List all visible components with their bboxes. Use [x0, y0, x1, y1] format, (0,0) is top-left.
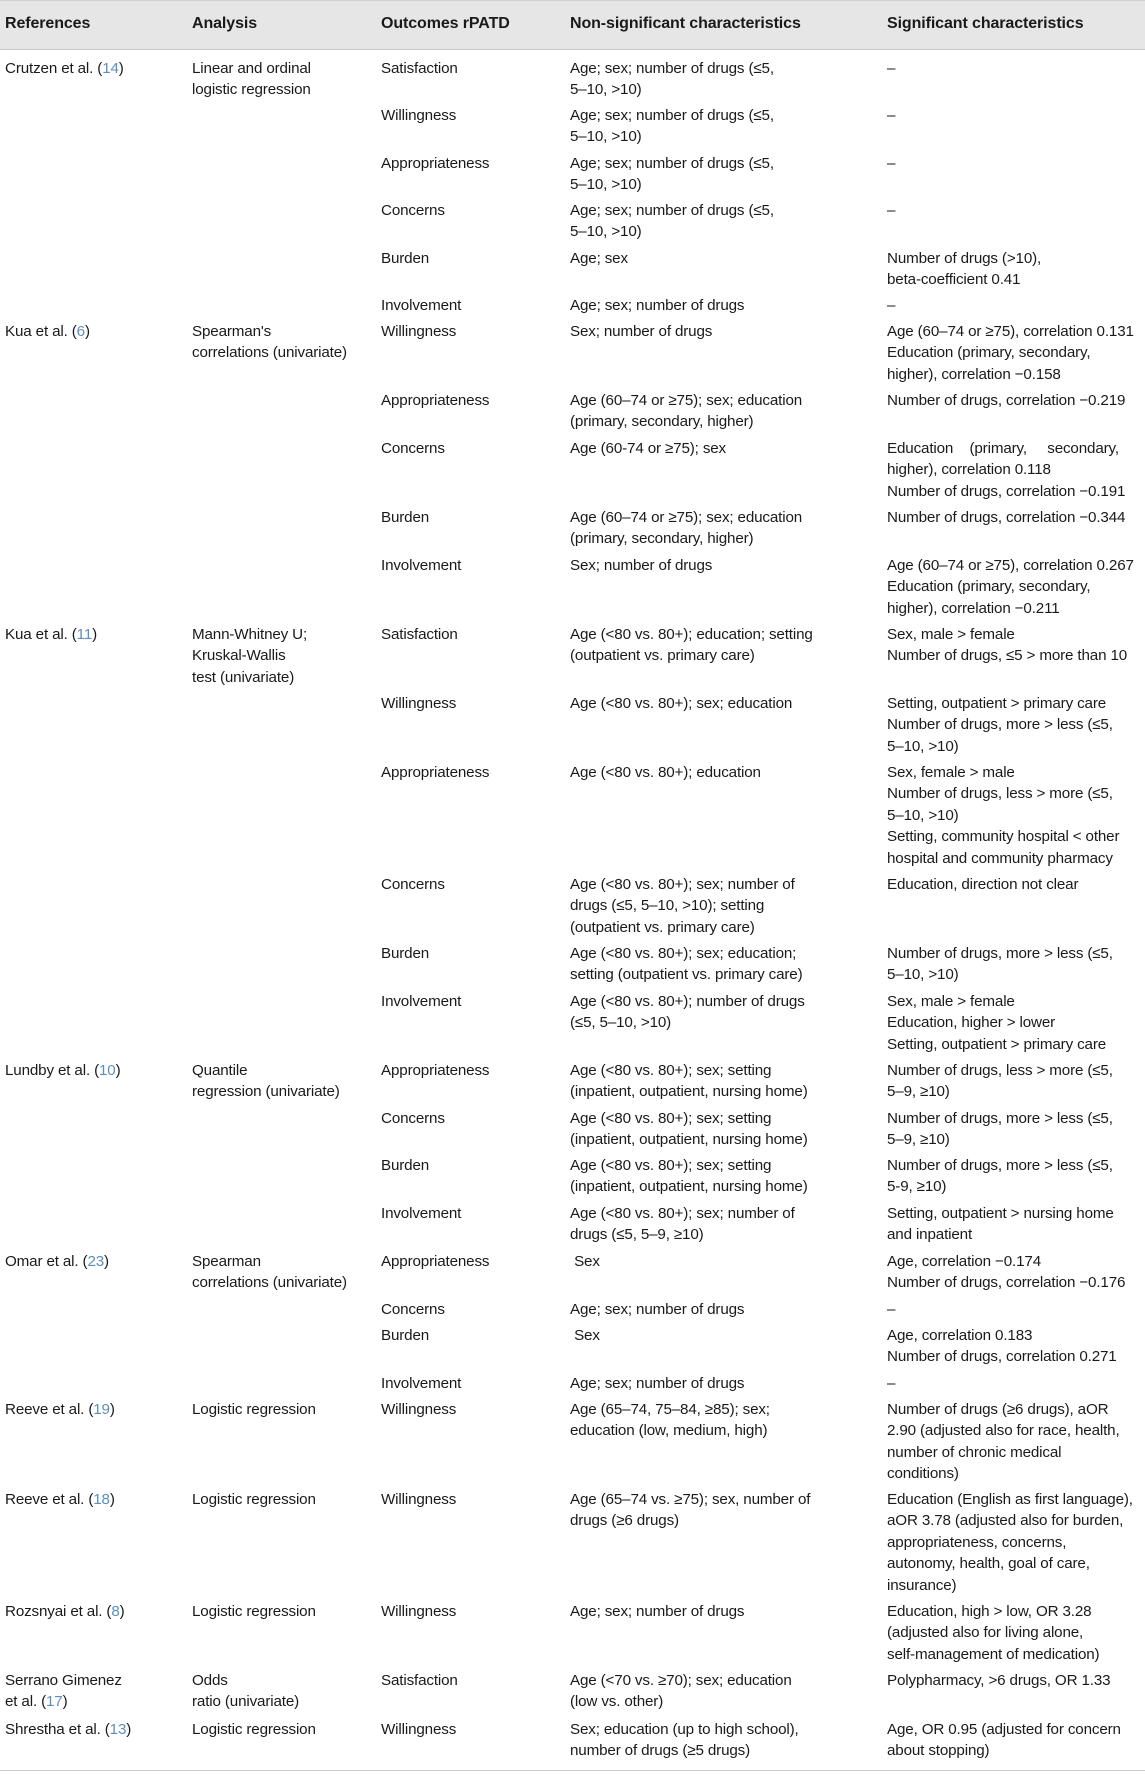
nonsignificant-cell: Age (<80 vs. 80+); education — [570, 764, 761, 781]
outcome-label: Involvement — [381, 557, 462, 574]
header-nonsignificant: Non-significant characteristics — [570, 15, 801, 32]
nonsignificant-cell: Sex; number of drugs — [570, 557, 713, 574]
study-reference: Shrestha et al. (13) — [5, 1721, 132, 1738]
study-analysis: Logistic regression — [192, 1603, 316, 1620]
significant-cell: Sex, female > male Number of drugs, less > more (≤5, 5–10, >10) Setting, community hospital < other hospital and community pharmacy — [887, 764, 1120, 867]
study-analysis: Spearman's correlations (univariate) — [192, 323, 347, 362]
nonsignificant-cell: Age; sex; number of drugs — [570, 1375, 745, 1392]
study-analysis: Mann-Whitney U; Kruskal-Wallis test (univariate) — [192, 626, 308, 686]
outcome-label: Involvement — [381, 297, 462, 314]
study-analysis: Quantile regression (univariate) — [192, 1062, 340, 1101]
study-analysis: Logistic regression — [192, 1721, 316, 1738]
ref-link[interactable]: 18 — [93, 1491, 110, 1508]
header-significant: Significant characteristics — [887, 15, 1084, 32]
study-reference: Serrano Gimenez et al. (17) — [5, 1672, 122, 1711]
outcome-label: Willingness — [381, 1401, 457, 1418]
nonsignificant-cell: Age; sex; number of drugs — [570, 1603, 745, 1620]
nonsignificant-cell: Age (<80 vs. 80+); sex; number of drugs (≤5, 5–10, >10); setting (outpatient vs. primary care) — [570, 876, 795, 936]
header-analysis: Analysis — [192, 15, 258, 32]
significant-cell: – — [887, 1375, 896, 1392]
outcome-label: Burden — [381, 509, 430, 526]
outcome-label: Concerns — [381, 1301, 445, 1318]
significant-cell: Setting, outpatient > nursing home and inpatient — [887, 1205, 1114, 1244]
outcome-label: Satisfaction — [381, 1672, 458, 1689]
significant-cell: Polypharmacy, >6 drugs, OR 1.33 — [887, 1672, 1111, 1689]
nonsignificant-cell: Age (<80 vs. 80+); number of drugs (≤5, 5–10, >10) — [570, 993, 805, 1032]
outcome-label: Appropriateness — [381, 392, 490, 409]
significant-cell: Number of drugs, more > less (≤5, 5-9, ≥10) — [887, 1157, 1113, 1196]
outcome-label: Concerns — [381, 1110, 445, 1127]
nonsignificant-cell: Age (<80 vs. 80+); sex; education; setting (outpatient vs. primary care) — [570, 945, 803, 984]
nonsignificant-cell: Age; sex; number of drugs — [570, 297, 745, 314]
nonsignificant-cell: Age; sex; number of drugs (≤5, 5–10, >10) — [570, 202, 774, 241]
outcome-label: Appropriateness — [381, 764, 490, 781]
nonsignificant-cell: Age (65–74, 75–84, ≥85); sex; education (low, medium, high) — [570, 1401, 770, 1440]
significant-cell: – — [887, 202, 896, 219]
outcome-label: Burden — [381, 250, 430, 267]
outcome-label: Concerns — [381, 202, 445, 219]
outcome-label: Willingness — [381, 1721, 457, 1738]
outcome-label: Willingness — [381, 1603, 457, 1620]
outcome-label: Involvement — [381, 993, 462, 1010]
ref-link[interactable]: 8 — [111, 1603, 120, 1620]
significant-cell: – — [887, 60, 896, 77]
nonsignificant-cell: Age (<80 vs. 80+); sex; setting (inpatient, outpatient, nursing home) — [570, 1157, 808, 1196]
outcome-label: Involvement — [381, 1205, 462, 1222]
nonsignificant-cell: Age (60–74 or ≥75); sex; education (primary, secondary, higher) — [570, 392, 803, 431]
nonsignificant-cell: Age (<80 vs. 80+); sex; setting (inpatient, outpatient, nursing home) — [570, 1110, 808, 1149]
significant-cell: Number of drugs, more > less (≤5, 5–10, >10) — [887, 945, 1113, 984]
significant-cell: Education (English as first language), aOR 3.78 (adjusted also for burden, appropriateness, concerns, autonomy, health, goal of care, insurance) — [887, 1491, 1133, 1594]
significant-cell: – — [887, 297, 896, 314]
study-reference: Reeve et al. (19) — [5, 1401, 115, 1418]
outcome-label: Involvement — [381, 1375, 462, 1392]
nonsignificant-cell: Sex — [570, 1327, 600, 1344]
outcome-label: Satisfaction — [381, 60, 458, 77]
significant-cell: Sex, male > female Number of drugs, ≤5 > more than 10 — [887, 626, 1128, 665]
nonsignificant-cell: Sex; education (up to high school), number of drugs (≥5 drugs) — [570, 1721, 799, 1760]
nonsignificant-cell: Age (<80 vs. 80+); education; setting (outpatient vs. primary care) — [570, 626, 813, 665]
significant-cell: Number of drugs, more > less (≤5, 5–9, ≥10) — [887, 1110, 1113, 1149]
outcome-label: Appropriateness — [381, 155, 490, 172]
study-reference: Kua et al. (6) — [5, 323, 90, 340]
significant-cell: Age, correlation 0.183 Number of drugs, correlation 0.271 — [887, 1327, 1117, 1366]
study-reference: Rozsnyai et al. (8) — [5, 1603, 125, 1620]
significant-cell: Number of drugs, correlation −0.219 — [887, 392, 1126, 409]
outcome-label: Willingness — [381, 323, 457, 340]
ref-link[interactable]: 19 — [93, 1401, 110, 1418]
study-analysis: Linear and ordinal logistic regression — [192, 60, 311, 99]
nonsignificant-cell: Age; sex; number of drugs (≤5, 5–10, >10) — [570, 107, 774, 146]
study-analysis: Odds ratio (univariate) — [192, 1672, 300, 1711]
outcome-label: Appropriateness — [381, 1253, 490, 1270]
nonsignificant-cell: Age; sex; number of drugs — [570, 1301, 745, 1318]
study-reference: Omar et al. (23) — [5, 1253, 109, 1270]
table-header — [0, 0, 1145, 50]
nonsignificant-cell: Age (<80 vs. 80+); sex; number of drugs (≤5, 5–9, ≥10) — [570, 1205, 795, 1244]
significant-cell: Age, OR 0.95 (adjusted for concern about stopping) — [887, 1721, 1121, 1760]
study-reference: Crutzen et al. (14) — [5, 60, 124, 77]
nonsignificant-cell: Age (65–74 vs. ≥75); sex, number of drugs (≥6 drugs) — [570, 1491, 811, 1530]
significant-cell: Number of drugs (≥6 drugs), aOR 2.90 (adjusted also for race, health, number of chronic medical conditions) — [887, 1401, 1120, 1483]
significant-cell: Sex, male > female Education, higher > lower Setting, outpatient > primary care — [887, 993, 1107, 1053]
nonsignificant-cell: Sex — [570, 1253, 600, 1270]
significant-cell: Setting, outpatient > primary care Number of drugs, more > less (≤5, 5–10, >10) — [887, 695, 1113, 755]
significant-cell: Number of drugs, less > more (≤5, 5–9, ≥10) — [887, 1062, 1113, 1101]
nonsignificant-cell: Age (60-74 or ≥75); sex — [570, 440, 726, 457]
significant-cell: Education, direction not clear — [887, 876, 1079, 893]
nonsignificant-cell: Age (<80 vs. 80+); sex; education — [570, 695, 793, 712]
study-reference: Kua et al. (11) — [5, 626, 98, 643]
ref-link[interactable]: 14 — [102, 60, 119, 77]
significant-cell: – — [887, 107, 896, 124]
ref-link[interactable]: 6 — [76, 323, 85, 340]
nonsignificant-cell: Age (<80 vs. 80+); sex; setting (inpatient, outpatient, nursing home) — [570, 1062, 808, 1101]
nonsignificant-cell: Age; sex; number of drugs (≤5, 5–10, >10) — [570, 60, 774, 99]
significant-cell: Age (60–74 or ≥75), correlation 0.267 Education (primary, secondary, higher), correlation −0.211 — [887, 557, 1134, 617]
header-references: References — [5, 15, 91, 32]
significant-cell: Education, high > low, OR 3.28 (adjusted also for living alone, self-management of medication) — [887, 1603, 1100, 1663]
outcome-label: Concerns — [381, 876, 445, 893]
significant-cell: – — [887, 1301, 896, 1318]
nonsignificant-cell: Age (<70 vs. ≥70); sex; education (low vs. other) — [570, 1672, 792, 1711]
significant-cell: Education (primary, secondary, higher), correlation 0.118 Number of drugs, correlation −0.191 — [887, 440, 1126, 500]
study-analysis: Spearman correlations (univariate) — [192, 1253, 347, 1292]
outcome-label: Burden — [381, 1327, 430, 1344]
significant-cell: Age (60–74 or ≥75), correlation 0.131 Education (primary, secondary, higher), correlation −0.158 — [887, 323, 1134, 383]
outcome-label: Willingness — [381, 1491, 457, 1508]
header-outcomes: Outcomes rPATD — [381, 15, 510, 32]
outcome-label: Appropriateness — [381, 1062, 490, 1079]
significant-cell: – — [887, 155, 896, 172]
table-bottom-rule — [0, 1770, 1145, 1771]
ref-link[interactable]: 10 — [99, 1062, 116, 1079]
outcome-label: Willingness — [381, 695, 457, 712]
study-reference: Reeve et al. (18) — [5, 1491, 115, 1508]
outcome-label: Satisfaction — [381, 626, 458, 643]
significant-cell: Age, correlation −0.174 Number of drugs, correlation −0.176 — [887, 1253, 1126, 1292]
nonsignificant-cell: Age (60–74 or ≥75); sex; education (primary, secondary, higher) — [570, 509, 803, 548]
ref-link[interactable]: 11 — [76, 626, 93, 643]
outcome-label: Burden — [381, 1157, 430, 1174]
outcome-label: Willingness — [381, 107, 457, 124]
significant-cell: Number of drugs (>10), beta-coefficient 0.41 — [887, 250, 1042, 289]
nonsignificant-cell: Age; sex; number of drugs (≤5, 5–10, >10) — [570, 155, 774, 194]
outcome-label: Concerns — [381, 440, 445, 457]
outcome-label: Burden — [381, 945, 430, 962]
ref-link[interactable]: 13 — [109, 1721, 127, 1738]
ref-link[interactable]: 17 — [46, 1693, 63, 1711]
study-reference: Lundby et al. (10) — [5, 1062, 121, 1079]
study-analysis: Logistic regression — [192, 1401, 316, 1418]
significant-cell: Number of drugs, correlation −0.344 — [887, 509, 1126, 526]
study-analysis: Logistic regression — [192, 1491, 316, 1508]
ref-link[interactable]: 23 — [87, 1253, 105, 1270]
nonsignificant-cell: Sex; number of drugs — [570, 323, 713, 340]
nonsignificant-cell: Age; sex — [570, 250, 628, 267]
